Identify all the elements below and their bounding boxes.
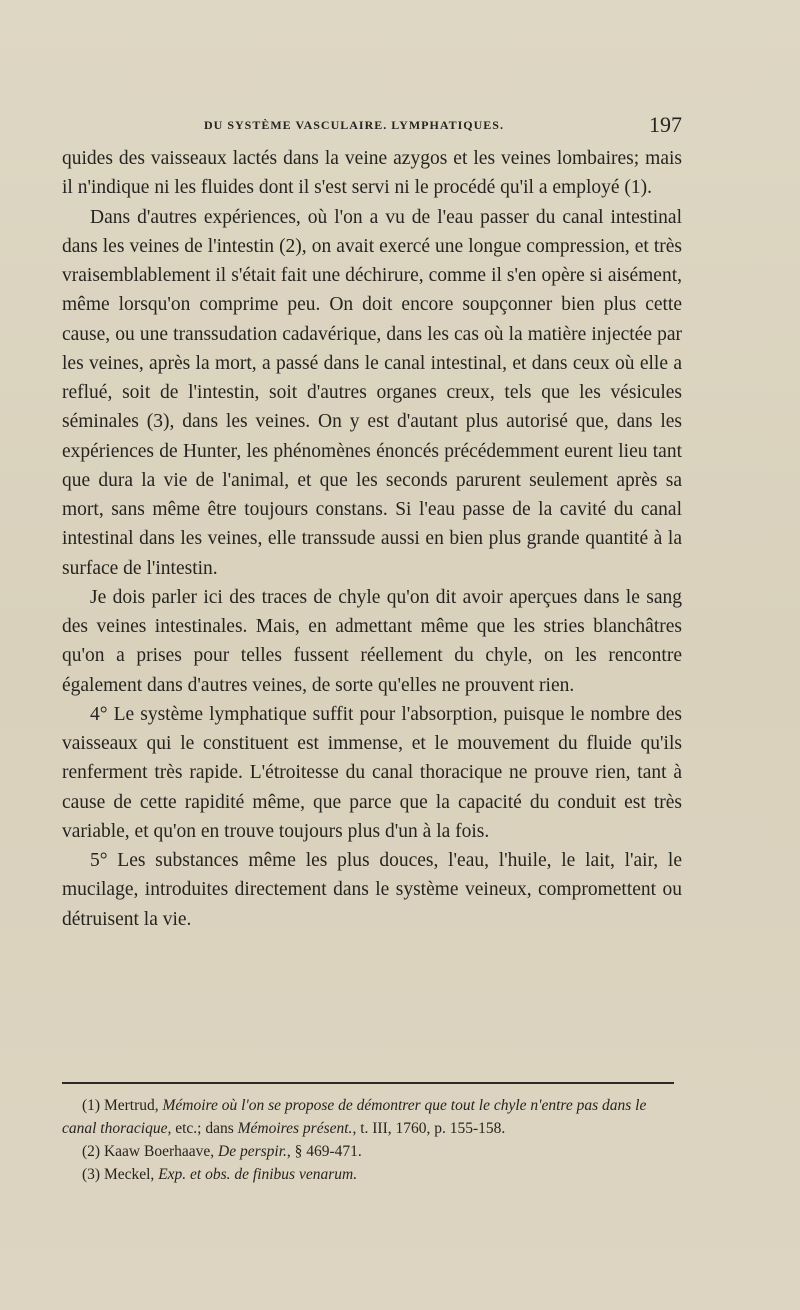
footnote-1-author: Mertrud, <box>103 1097 159 1114</box>
paragraph-1: quides des vaisseaux lactés dans la veine azygos et les veines lombaires; mais il n'indique ni les fluides dont il s'est servi ni le procédé qu'il a employé (1). <box>62 148 682 199</box>
main-text <box>62 144 682 934</box>
footnote-1 <box>62 1094 682 1140</box>
footnote-3 <box>62 1163 682 1186</box>
page-number: 197 <box>649 112 682 137</box>
footnote-1-marker: (1) <box>82 1097 101 1114</box>
footnote-1-mid: etc.; dans <box>175 1120 234 1137</box>
paragraph-4: 4° Le système lymphatique suffit pour l'absorption, puisque le nombre des vaisseaux qui le constituent est immense, et le mouvement du fluide qu'ils renferment très rapide. L'étroitesse du canal thoracique ne prouve rien, tant à cause de cette rapidité même, que parce que la capacité du conduit est très variable, et qu'on en trouve toujours plus d'un à la fois. <box>62 703 682 842</box>
footnote-3-title: Exp. et obs. de finibus venarum. <box>158 1166 358 1183</box>
running-title: DU SYSTÈME VASCULAIRE. LYMPHATIQUES. <box>204 118 504 132</box>
paragraph-3: Je dois parler ici des traces de chyle qu'on dit avoir aperçues dans le sang des veines intestinales. Mais, en admettant même que les stries blanchâtres qu'on a prises pour telles fussent réellement du chyle, on les rencontre également dans d'autres veines, de sorte qu'elles ne prouvent rien. <box>62 586 682 696</box>
footnote-2-marker: (2) <box>82 1143 101 1160</box>
footnote-2 <box>62 1140 682 1163</box>
footnote-2-rest: , § 469-471. <box>286 1143 362 1160</box>
running-header <box>62 112 682 138</box>
footnote-2-author: Kaaw Boerhaave, <box>103 1143 215 1160</box>
paragraph-2: Dans d'autres expériences, où l'on a vu de l'eau passer du canal intestinal dans les veines de l'intestin (2), on avait exercé une longue compression, et très vraisemblablement il s'était fait une déchirure, comme il s'en opère si aisément, même lorsqu'on comprime peu. On doit encore soupçonner bien plus cette cause, ou une transsudation cadavérique, dans les cas où la matière injectée par les veines, après la mort, a passé dans le canal intestinal, et dans ceux où elle a reflué, soit de l'intestin, soit d'autres organes creux, tels que les vésicules séminales (3), dans les veines. On y est d'autant plus autorisé que, dans les expériences de Hunter, les phénomènes énoncés précédemment eurent lieu tant que dura la vie de l'animal, et que les seconds parurent seulement après sa mort, sans même être toujours constans. Si l'eau passe de la cavité du canal intestinal dans les veines, elle transsude aussi en bien plus grande quantité à la surface de l'intestin. <box>62 206 682 579</box>
footnote-rule <box>62 1082 674 1084</box>
paragraph-5: 5° Les substances même les plus douces, l'eau, l'huile, le lait, l'air, le mucilage, introduites directement dans le système veineux, compromettent ou détruisent la vie. <box>62 850 682 930</box>
footnote-3-marker: (3) <box>82 1166 101 1183</box>
footnote-1-journal: Mémoires présent. <box>237 1120 353 1137</box>
footnote-1-rest: , t. III, 1760, p. 155-158. <box>352 1120 506 1137</box>
footnotes <box>62 1094 682 1186</box>
footnote-2-title: De perspir. <box>218 1143 287 1160</box>
footnote-1-title: Mémoire où l'on se propose de démontrer que tout le chyle n'entre pas dans le canal thoracique, <box>62 1097 647 1137</box>
footnote-3-author: Meckel, <box>103 1166 155 1183</box>
